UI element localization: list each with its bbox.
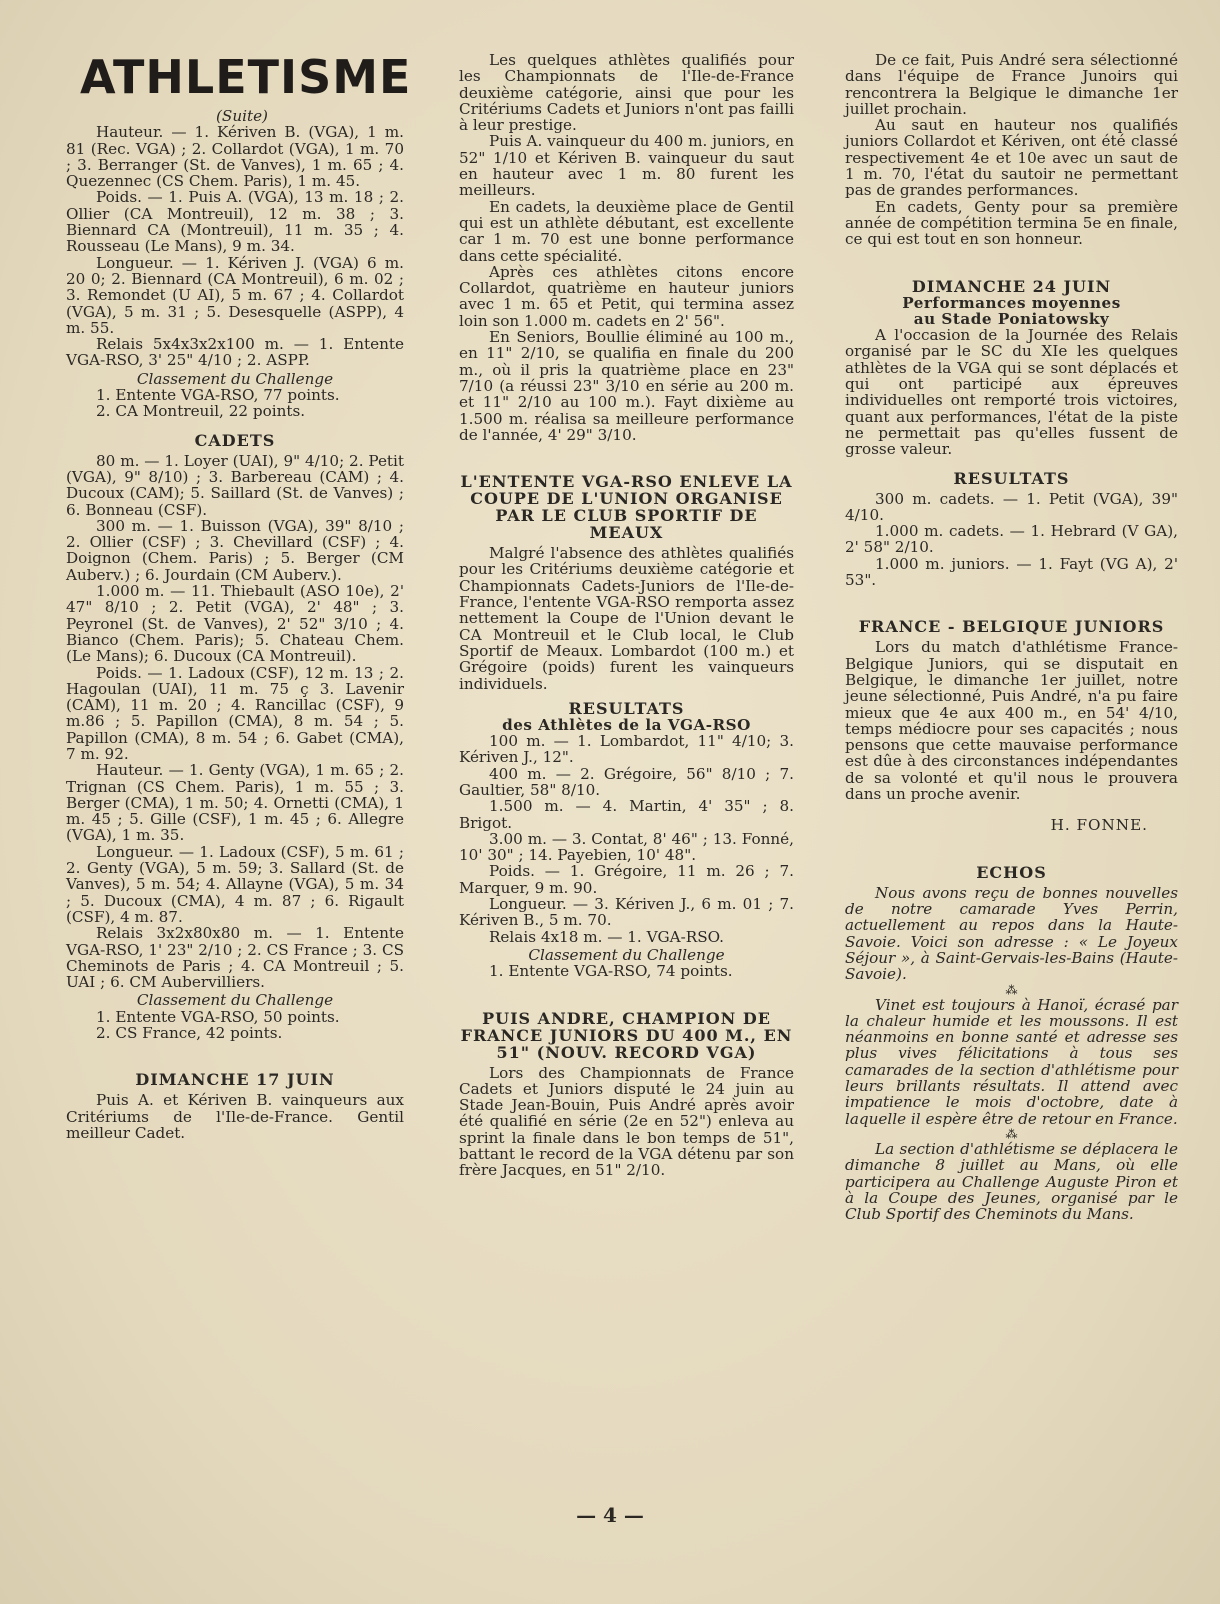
result-paragraph: 300 m. — 1. Buisson (VGA), 39" 8/10 ; 2. Ollier (CSF) ; 3. Chevillard (CSF) ; 4. Doignon (Chem. Paris) ; 5. Berger (CM Auberv.) ; 6. Jourdain (CM Auberv.).: [66, 516, 404, 584]
echo-paragraph: Nous avons reçu de bonnes nouvelles de notre camarade Yves Perrin, actuellement au repos dans la Haute-Savoie. Voici son adresse : « Le Joyeux Séjour », à Saint-Gervais-les-Bains (Haute-Savoie).: [845, 883, 1178, 984]
result-paragraph: Longueur. — 1. Kériven J. (VGA) 6 m. 20 0; 2. Biennard (CA Montreuil), 6 m. 02 ; 3. Remondet (U AI), 5 m. 67 ; 4. Collardot (VGA), 5 m. 31 ; 5. Desesquelle (ASPP), 4 m. 55.: [66, 253, 404, 337]
suite-label: (Suite): [216, 107, 268, 125]
challenge-item: 1. Entente VGA-RSO, 74 points.: [489, 962, 733, 981]
result-paragraph: 400 m. — 2. Grégoire, 56" 8/10 ; 7. Gaultier, 58" 8/10.: [459, 764, 794, 799]
article-paragraph: Puis A. et Kériven B. vainqueurs aux Critériums de l'Ile-de-France. Gentil meilleur Cadet.: [66, 1091, 404, 1142]
page-title: ATHLETISME: [80, 50, 412, 104]
section-subheading: au Stade Poniatowsky: [913, 309, 1110, 328]
result-paragraph: Hauteur. — 1. Genty (VGA), 1 m. 65 ; 2. Trignan (CS Chem. Paris), 1 m. 55 ; 3. Berger (CMA), 1 m. 50; 4. Ornetti (CMA), 1 m. 45 ; 5. Gille (CSF), 1 m. 45 ; 6. Allegre (VGA), 1 m. 35.: [66, 761, 404, 845]
result-paragraph: Relais 4x18 m. — 1. VGA-RSO.: [489, 927, 725, 946]
section-heading-puis-andre: PUIS ANDRE, CHAMPION DE FRANCE JUNIORS DU 400 M., EN 51" (NOUV. RECORD VGA): [460, 1008, 793, 1062]
result-paragraph: Longueur. — 3. Kériven J., 6 m. 01 ; 7. Kériven B., 5 m. 70.: [459, 895, 794, 930]
column-1: [66, 50, 412, 1142]
result-paragraph: 3.00 m. — 3. Contat, 8' 46" ; 13. Fonné, 10' 30" ; 14. Payebien, 10' 48".: [459, 829, 794, 865]
result-paragraph: Poids. — 1. Grégoire, 11 m. 26 ; 7. Marquer, 9 m. 90.: [459, 862, 794, 897]
article-paragraph: Puis A. vainqueur du 400 m. juniors, en 52" 1/10 et Kériven B. vainqueur du saut en hauteur avec 1 m. 80 furent les meilleurs.: [459, 132, 794, 200]
section-subheading: Performances moyennes: [902, 293, 1121, 312]
page-number: — 4 —: [576, 1503, 644, 1527]
article-paragraph: Malgré l'absence des athlètes qualifiés pour les Critériums deuxième catégorie et Championnats Cadets-Juniors de l'Ile-de-France, l'entente VGA-RSO remporta assez nettement la Coupe de l'Union devant le CA Montreuil et le Club local, le Club Sportif de Meaux. Lombardot (100 m.) et Grégoire (poids) furent les vainqueurs individuels.: [459, 544, 794, 693]
result-paragraph: Hauteur. — 1. Kériven B. (VGA), 1 m. 81 (Rec. VGA) ; 2. Collardot (VGA), 1 m. 70 ; 3. Berranger (St. de Vanves), 1 m. 65 ; 4. Quezennec (CS Chem. Paris), 1 m. 45.: [66, 123, 404, 191]
result-paragraph: Poids. — 1. Puis A. (VGA), 13 m. 18 ; 2. Ollier (CA Montreuil), 12 m. 38 ; 3. Biennard CA (Montreuil), 11 m. 35 ; 4. Rousseau (Le Mans), 9 m. 34.: [66, 188, 404, 256]
article-paragraph: Les quelques athlètes qualifiés pour les Championnats de l'Ile-de-France deuxième catégorie, ainsi que pour les Critériums Cadets et Juniors n'ont pas failli à leur prestige.: [459, 51, 794, 135]
article-paragraph: En cadets, Genty pour sa première année de compétition termina 5e en finale, ce qui est tout en son honneur.: [845, 197, 1178, 249]
result-paragraph: 80 m. — 1. Loyer (UAI), 9" 4/10; 2. Petit (VGA), 9" 8/10) ; 3. Barbereau (CAM) ; 4. Ducoux (CAM); 5. Saillard (St. de Vanves) ; 6. Bonneau (CSF).: [66, 451, 404, 519]
result-paragraph: 300 m. cadets. — 1. Petit (VGA), 39" 4/10.: [845, 489, 1178, 524]
results-subheading: des Athlètes de la VGA-RSO: [502, 715, 751, 734]
section-heading-echos: ECHOS: [976, 862, 1047, 882]
result-paragraph: Poids. — 1. Ladoux (CSF), 12 m. 13 ; 2. Hagoulan (UAI), 11 m. 75 ç 3. Lavenir (CAM), 11 m. 20 ; 4. Rancillac (CSF), 9 m.86 ; 5. Papillon (CMA), 8 m. 54 ; 5. Papillon (CMA), 8 m. 54 ; 6. Gabet (CMA), 7 m. 92.: [66, 663, 404, 763]
results-heading: RESULTATS: [953, 468, 1070, 488]
result-paragraph: Longueur. — 1. Ladoux (CSF), 5 m. 61 ; 2. Genty (VGA), 5 m. 59; 3. Sallard (St. de Vanves), 5 m. 54; 4. Allayne (VGA), 5 m. 34 ; 5. Ducoux (CMA), 4 m. 87 ; 6. Rigault (CSF), 4 m. 87.: [66, 842, 404, 926]
results-heading: RESULTATS: [568, 698, 685, 718]
article-paragraph: Lors des Championnats de France Cadets et Juniors disputé le 24 juin au Stade Jean-Bouin, Puis André après avoir été qualifié en série (2e en 52") enleva au sprint la finale dans le bon temps de 51", battant le record de la VGA détenu par son frère Jacques, en 51" 2/10.: [459, 1063, 794, 1180]
challenge-heading: Classement du Challenge: [136, 369, 334, 388]
section-heading-dimanche-24: DIMANCHE 24 JUIN: [911, 276, 1112, 296]
challenge-heading: Classement du Challenge: [528, 945, 725, 964]
column-3: [845, 52, 1178, 1222]
article-paragraph: Lors du match d'athlétisme France-Belgique Juniors, qui se disputait en Belgique, le dimanche 1er juillet, notre jeune sélectionné, Puis André, n'a pu faire mieux que 4e aux 400 m., en 54' 4/10, temps médiocre pour ses capacités ; nous pensons que cette mauvaise performance est dûe à des circonstances indépendantes de sa volonté et qu'il nous le prouvera dans un proche avenir.: [845, 638, 1178, 803]
result-paragraph: 1.000 m. cadets. — 1. Hebrard (V GA), 2' 58" 2/10.: [845, 522, 1178, 557]
signature: H. FONNE.: [1050, 816, 1148, 835]
result-paragraph: 1.000 m. juniors. — 1. Fayt (VG A), 2' 53".: [845, 554, 1178, 590]
article-paragraph: A l'occasion de la Journée des Relais organisé par le SC du XIe les quelques athlètes de la VGA qui se sont déplacés et qui ont participé aux épreuves individuelles ont remporté trois victoires, quant aux performances, l'état de la piste ne permettait pas qu'elles fussent de grosse valeur.: [845, 326, 1178, 459]
challenge-item: 1. Entente VGA-RSO, 77 points.: [96, 386, 340, 405]
section-heading-france-belgique: FRANCE - BELGIQUE JUNIORS: [858, 617, 1165, 637]
article-paragraph: Après ces athlètes citons encore Collardot, quatrième en hauteur juniors avec 1 m. 65 et Petit, qui termina assez loin son 1.000 m. cadets en 2' 56".: [459, 262, 794, 330]
article-paragraph: De ce fait, Puis André sera sélectionné dans l'équipe de France Junoirs qui rencontrera la Belgique le dimanche 1er juillet prochain.: [845, 51, 1178, 118]
result-paragraph: 100 m. — 1. Lombardot, 11" 4/10; 3. Kériven J., 12".: [459, 732, 794, 767]
article-paragraph: Au saut en hauteur nos qualifiés juniors Collardot et Kériven, ont été classé respectivement 4e et 10e avec un saut de 1 m. 70, l'état du sautoir ne permettant pas de grandes performances.: [845, 116, 1178, 200]
separator-stars: ⁂: [1005, 1126, 1018, 1141]
separator-stars: ⁂: [1005, 982, 1018, 997]
challenge-item: 2. CS France, 42 points.: [96, 1024, 283, 1043]
challenge-item: 1. Entente VGA-RSO, 50 points.: [96, 1007, 340, 1026]
challenge-heading: Classement du Challenge: [136, 991, 334, 1010]
result-paragraph: 1.500 m. — 4. Martin, 4' 35" ; 8. Brigot.: [459, 797, 794, 832]
section-heading-coupe-union: L'ENTENTE VGA-RSO ENLEVE LA COUPE DE L'UNION ORGANISE PAR LE CLUB SPORTIF DE MEAUX: [460, 472, 793, 543]
result-paragraph: Relais 5x4x3x2x100 m. — 1. Entente VGA-RSO, 3' 25" 4/10 ; 2. ASPP.: [66, 335, 404, 370]
section-heading-dimanche-17: DIMANCHE 17 JUIN: [135, 1070, 335, 1090]
article-paragraph: En cadets, la deuxième place de Gentil qui est un athlète débutant, est excellente car 1 m. 70 est une bonne performance dans cette spécialité.: [459, 197, 794, 265]
column-2: [459, 52, 794, 1179]
echo-paragraph: Vinet est toujours à Hanoï, écrasé par la chaleur humide et les moussons. Il est néanmoins en bonne santé et adresse ses plus vives félicitations à tous ses camarades de la section d'athlétisme pour leurs brillants résultats. Il attend avec impatience le mois d'octobre, date à laquelle il espère être de retour en France.: [845, 995, 1178, 1128]
echo-paragraph: La section d'athlétisme se déplacera le dimanche 8 juillet au Mans, où elle participera au Challenge Auguste Piron et à la Coupe des Jeunes, organisé par le Club Sportif des Cheminots du Mans.: [845, 1139, 1178, 1224]
result-paragraph: 1.000 m. — 11. Thiebault (ASO 10e), 2' 47" 8/10 ; 2. Petit (VGA), 2' 48" ; 3. Peyronel (St. de Vanves), 2' 52" 3/10 ; 4. Bianco (Chem. Paris); 5. Chateau Chem. (Le Mans); 6. Ducoux (CA Montreuil).: [66, 582, 404, 666]
challenge-item: 2. CA Montreuil, 22 points.: [96, 402, 306, 421]
article-paragraph: En Seniors, Boullie éliminé au 100 m., en 11" 2/10, se qualifia en finale du 200 m., où il pris la quatrième place en 23" 7/10 (a réussi 23" 3/10 en série au 200 m. et 11" 2/10 au 100 m.). Fayt dixième au 1.500 m. réalisa sa meilleure performance de l'année, 4' 29" 3/10.: [459, 328, 794, 444]
result-paragraph: Relais 3x2x80x80 m. — 1. Entente VGA-RSO, 1' 23" 2/10 ; 2. CS France ; 3. CS Cheminots de Paris ; 4. CA Montreuil ; 5. UAI ; 6. CM Aubervilliers.: [66, 924, 404, 992]
section-heading-cadets: CADETS: [194, 430, 276, 450]
